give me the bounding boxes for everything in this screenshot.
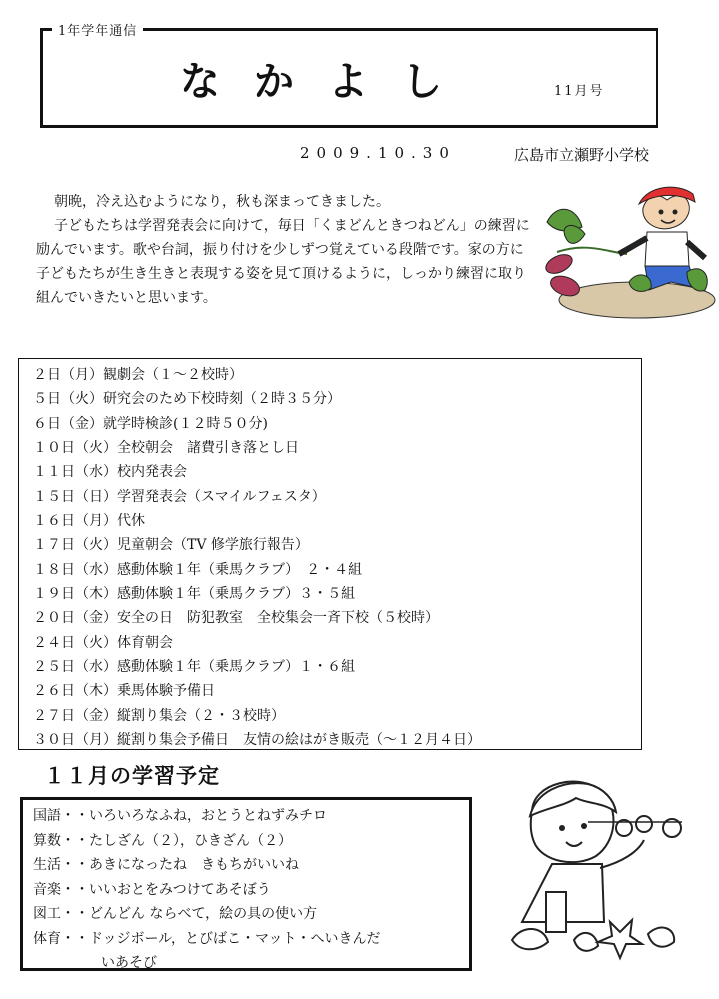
study-item: 図工・・どんどん ならべて，絵の具の使い方 <box>33 906 318 922</box>
schedule-item: ２４日（火）体育朝会 <box>33 634 173 651</box>
study-item <box>33 927 469 976</box>
study-item-text: 体育・・ドッジボール，とびばこ・マット・へいきんだ <box>33 930 381 947</box>
schedule-item: １８日（水）感動体験１年（乗馬クラブ） ２・４組 <box>33 561 363 578</box>
schedule-item: １７日（火）児童朝会（TV 修学旅行報告） <box>33 537 309 554</box>
boy-with-nuts-illustration <box>492 772 702 972</box>
issue-label: 11月号 <box>554 84 605 99</box>
schedule-item: ２５日（水）感動体験１年（乗馬クラブ）１・６組 <box>33 659 356 676</box>
schedule-item: ５日（火）研究会のため下校時刻（２時３５分） <box>33 391 341 408</box>
intro-text <box>36 190 531 310</box>
schedule-item: １９日（木）感動体験１年（乗馬クラブ）３・５組 <box>33 586 356 603</box>
schedule-item: ２日（月）観劇会（１～２校時） <box>33 367 243 383</box>
study-item: 生活・・あきになったね きもちがいいね <box>33 857 299 873</box>
study-plan-box <box>20 797 472 971</box>
monthly-schedule <box>18 358 642 750</box>
intro-paragraph: 朝晩，冷え込むようになり，秋も深まってきました。 <box>54 194 390 210</box>
study-item: 音楽・・いいおとをみつけてあそぼう <box>33 881 271 898</box>
schedule-item: ２７日（金）縦割り集会（２・３校時） <box>33 707 285 724</box>
boy-digging-potatoes-illustration <box>537 182 717 322</box>
schedule-item: １０日（火）全校朝会 諸費引き落とし日 <box>33 440 299 457</box>
page-title: なかよし <box>180 59 476 105</box>
schedule-item: １５日（日）学習発表会（スマイルフェスタ） <box>33 488 326 505</box>
schedule-item: ６日（金）就学時検診(１２時５０分) <box>33 415 268 432</box>
study-item: 算数・・たしざん（２），ひきざん（２） <box>33 832 292 849</box>
schedule-item: ２６日（木）乗馬体験予備日 <box>33 683 215 700</box>
schedule-item: ３０日（月）縦割り集会予備日 友情の絵はがき販売（～１２月４日） <box>33 732 481 749</box>
issue-date: 2009.10.30 <box>300 144 456 162</box>
study-item-continuation: いあそび <box>101 955 157 971</box>
schedule-item: １１日（水）校内発表会 <box>33 464 187 481</box>
study-plan-heading: １１月の学習予定 <box>44 764 220 788</box>
schedule-item: １６日（月）代休 <box>33 513 145 530</box>
schedule-item: ２０日（金）安全の日 防犯教室 全校集会一斉下校（５校時） <box>33 610 439 627</box>
intro-paragraph: 子どもたちは学習発表会に向けて，毎日「くまどんときつねどん」の練習に励んでいます。歌や台詞，振り付けを少しずつ覚えている段階です。家の方に子どもたちが生き生きと表現する姿を見て頂けるように，しっかり練習に取り組んでいきたいと思います。 <box>36 218 530 306</box>
newsletter-label: 1年学年通信 <box>52 20 143 39</box>
school-name: 広島市立瀬野小学校 <box>514 146 650 164</box>
study-item: 国語・・いろいろなふね，おとうとねずみチロ <box>33 808 327 824</box>
